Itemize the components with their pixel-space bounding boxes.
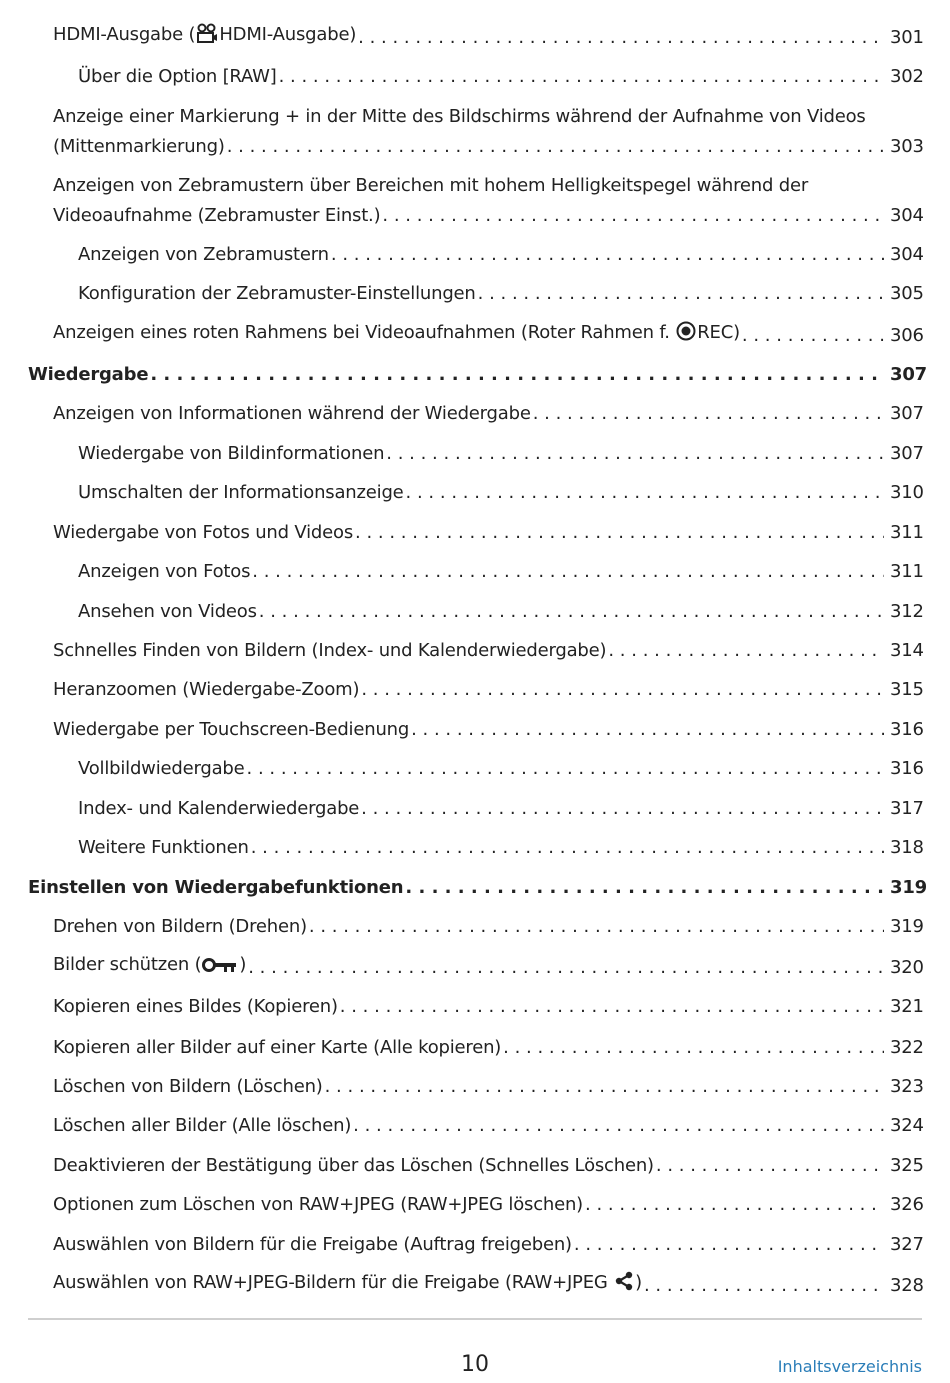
toc-page-number: 320 [890, 957, 924, 978]
toc-entry-label: Anzeigen von Zebramustern [78, 244, 329, 265]
toc-entry-text [78, 754, 245, 784]
dot-leader [279, 62, 884, 92]
toc-entry-text [28, 873, 403, 903]
dot-leader [503, 1033, 884, 1063]
dot-leader [340, 992, 884, 1022]
dot-leader [644, 1271, 884, 1301]
dot-leader [405, 873, 884, 903]
toc-page-number: 314 [890, 640, 924, 661]
toc-entry-label: Bilder schützen ( [53, 954, 202, 975]
dot-leader [406, 478, 884, 508]
toc-entry-label: Kopieren eines Bildes (Kopieren) [53, 996, 338, 1017]
toc-page-number: 319 [890, 916, 924, 937]
toc-entry-label: Anzeigen von Fotos [78, 561, 251, 582]
dot-leader [358, 23, 884, 53]
dot-leader [150, 360, 884, 390]
toc-page-number: 317 [890, 798, 924, 819]
toc-entry-label: Umschalten der Informationsanzeige [78, 482, 404, 503]
toc-entry-text [53, 1072, 323, 1102]
toc-entry-label: Auswählen von Bildern für die Freigabe (Auftrag freigeben) [53, 1234, 572, 1255]
toc-entry-label: Vollbildwiedergabe [78, 758, 245, 779]
toc-entry-label: Löschen aller Bilder (Alle löschen) [53, 1115, 352, 1136]
toc-page-number: 327 [890, 1234, 924, 1255]
toc-entry-label-suffix: REC) [697, 322, 740, 343]
toc-page-number: 328 [890, 1275, 924, 1296]
record-icon [676, 321, 696, 351]
toc-page-number: 321 [890, 996, 924, 1017]
toc-page-number: 322 [890, 1037, 924, 1058]
toc-entry-label: Wiedergabe von Fotos und Videos [53, 522, 354, 543]
dot-leader [411, 715, 884, 745]
dot-leader [251, 833, 884, 863]
toc-entry-label: Wiedergabe von Bildinformationen [78, 443, 385, 464]
toc-entry-text [53, 399, 531, 429]
toc-entry-label: Über die Option [RAW] [78, 66, 277, 87]
share-icon [614, 1271, 634, 1301]
dot-leader [361, 794, 884, 824]
toc-page-number: 304 [890, 244, 924, 265]
dot-leader [353, 1111, 884, 1141]
key-icon [202, 953, 238, 983]
toc-page-number: 307 [890, 364, 927, 385]
toc-page-number: 315 [890, 679, 924, 700]
dot-leader [252, 557, 884, 587]
toc-entry-text [53, 1268, 642, 1301]
toc-entry-text [28, 360, 148, 390]
toc-entry-text [78, 557, 250, 587]
toc-entry-text [53, 715, 409, 745]
dot-leader [325, 1072, 884, 1102]
dot-leader [227, 132, 884, 162]
toc-page-number: 311 [890, 561, 924, 582]
toc-entry-label: Kopieren aller Bilder auf einer Karte (Alle kopieren) [53, 1037, 502, 1058]
toc-entry-label-suffix: ) [239, 954, 247, 975]
toc-page-number: 302 [890, 66, 924, 87]
toc-page-number: 311 [890, 522, 924, 543]
toc-entry-text [53, 1190, 583, 1220]
toc-entry-label: Konfiguration der Zebramuster-Einstellungen [78, 283, 476, 304]
video-camera-icon [196, 23, 218, 53]
dot-leader [386, 439, 884, 469]
toc-page-number: 316 [890, 719, 924, 740]
toc-entry-label: Drehen von Bildern (Drehen) [53, 916, 307, 937]
toc-entry-text [53, 992, 338, 1022]
toc-entry-label: Auswählen von RAW+JPEG-Bildern für die Freigabe (RAW+JPEG [53, 1272, 614, 1293]
toc-page-number: 310 [890, 482, 924, 503]
toc-entry-label: Anzeigen eines roten Rahmens bei Videoaufnahmen (Roter Rahmen f. [53, 322, 676, 343]
toc-entry-label: Weitere Funktionen [78, 837, 249, 858]
toc-entry-text [53, 201, 380, 231]
toc-entry-label: Löschen von Bildern (Löschen) [53, 1076, 323, 1097]
toc-entry-text [78, 478, 404, 508]
toc-link[interactable]: Inhaltsverzeichnis [777, 1357, 922, 1376]
toc-entry-text-line1: Anzeige einer Markierung + in der Mitte des Bildschirms während der Aufnahme von Videos [53, 106, 866, 127]
dot-leader [382, 201, 884, 231]
toc-entry-text [53, 1111, 351, 1141]
dot-leader [585, 1190, 884, 1220]
toc-entry-label: Schnelles Finden von Bildern (Index- und Kalenderwiedergabe) [53, 640, 607, 661]
toc-page-number: 307 [890, 403, 924, 424]
toc-entry-label: Heranzoomen (Wiedergabe-Zoom) [53, 679, 360, 700]
toc-entry-label: (Mittenmarkierung) [53, 136, 225, 157]
toc-entry-text [78, 240, 329, 270]
dot-leader [259, 597, 884, 627]
toc-page-number: 304 [890, 205, 924, 226]
toc-entry-label: Einstellen von Wiedergabefunktionen [28, 877, 404, 898]
dot-leader [309, 912, 884, 942]
toc-page-number: 307 [890, 443, 924, 464]
toc-entry-label: Deaktivieren der Bestätigung über das Löschen (Schnelles Löschen) [53, 1155, 654, 1176]
toc-entry-label: Wiedergabe per Touchscreen-Bedienung [53, 719, 410, 740]
dot-leader [656, 1151, 884, 1181]
toc-entry-text [53, 20, 356, 53]
toc-entry-text [78, 62, 277, 92]
dot-leader [574, 1230, 884, 1260]
toc-entry-text [78, 439, 384, 469]
toc-entry-label: Anzeigen von Informationen während der Wiedergabe [53, 403, 531, 424]
toc-entry-text [78, 279, 476, 309]
toc-entry-text-line1: Anzeigen von Zebramustern über Bereichen mit hohem Helligkeitspegel während der [53, 175, 809, 196]
toc-entry-text [53, 318, 740, 351]
toc-page-number: 303 [890, 136, 924, 157]
toc-entry-text [53, 675, 359, 705]
toc-page-number: 325 [890, 1155, 924, 1176]
toc-entry-text [53, 912, 307, 942]
toc-page-number: 323 [890, 1076, 924, 1097]
toc-page-number: 306 [890, 325, 924, 346]
toc-page-number: 324 [890, 1115, 924, 1136]
page-number: 10 [461, 1352, 489, 1377]
dot-leader [478, 279, 884, 309]
dot-leader [361, 675, 884, 705]
toc-entry-label: HDMI-Ausgabe ( [53, 24, 196, 45]
toc-entry-label: Videoaufnahme (Zebramuster Einst.) [53, 205, 381, 226]
toc-page-number: 301 [890, 27, 924, 48]
toc-entry-text [53, 950, 246, 983]
toc-entry-label: Optionen zum Löschen von RAW+JPEG (RAW+JPEG löschen) [53, 1194, 584, 1215]
toc-page-number: 316 [890, 758, 924, 779]
dot-leader [355, 518, 884, 548]
toc-entry-text [78, 833, 249, 863]
toc-entry-label: Ansehen von Videos [78, 601, 257, 622]
footer-divider [28, 1318, 922, 1320]
dot-leader [742, 321, 884, 351]
dot-leader [248, 953, 884, 983]
toc-entry-text [53, 1230, 572, 1260]
toc-entry-text [53, 518, 353, 548]
toc-entry-label: Index- und Kalenderwiedergabe [78, 798, 360, 819]
toc-entry-text [53, 132, 225, 162]
dot-leader [608, 636, 884, 666]
toc-entry-label: Wiedergabe [28, 364, 149, 385]
toc-entry-text [78, 597, 257, 627]
toc-entry-text [78, 794, 359, 824]
toc-page-number: 318 [890, 837, 924, 858]
toc-page-number: 305 [890, 283, 924, 304]
toc-entry-text [53, 636, 606, 666]
dot-leader [533, 399, 884, 429]
toc-entry-label-suffix: ) [635, 1272, 642, 1293]
dot-leader [247, 754, 884, 784]
toc-page-number: 319 [890, 877, 927, 898]
toc-entry-text [53, 1151, 654, 1181]
toc-page-number: 326 [890, 1194, 924, 1215]
toc-entry-text [53, 1033, 501, 1063]
toc-page-number: 312 [890, 601, 924, 622]
dot-leader [331, 240, 884, 270]
toc-entry-label-suffix: HDMI-Ausgabe) [219, 24, 357, 45]
